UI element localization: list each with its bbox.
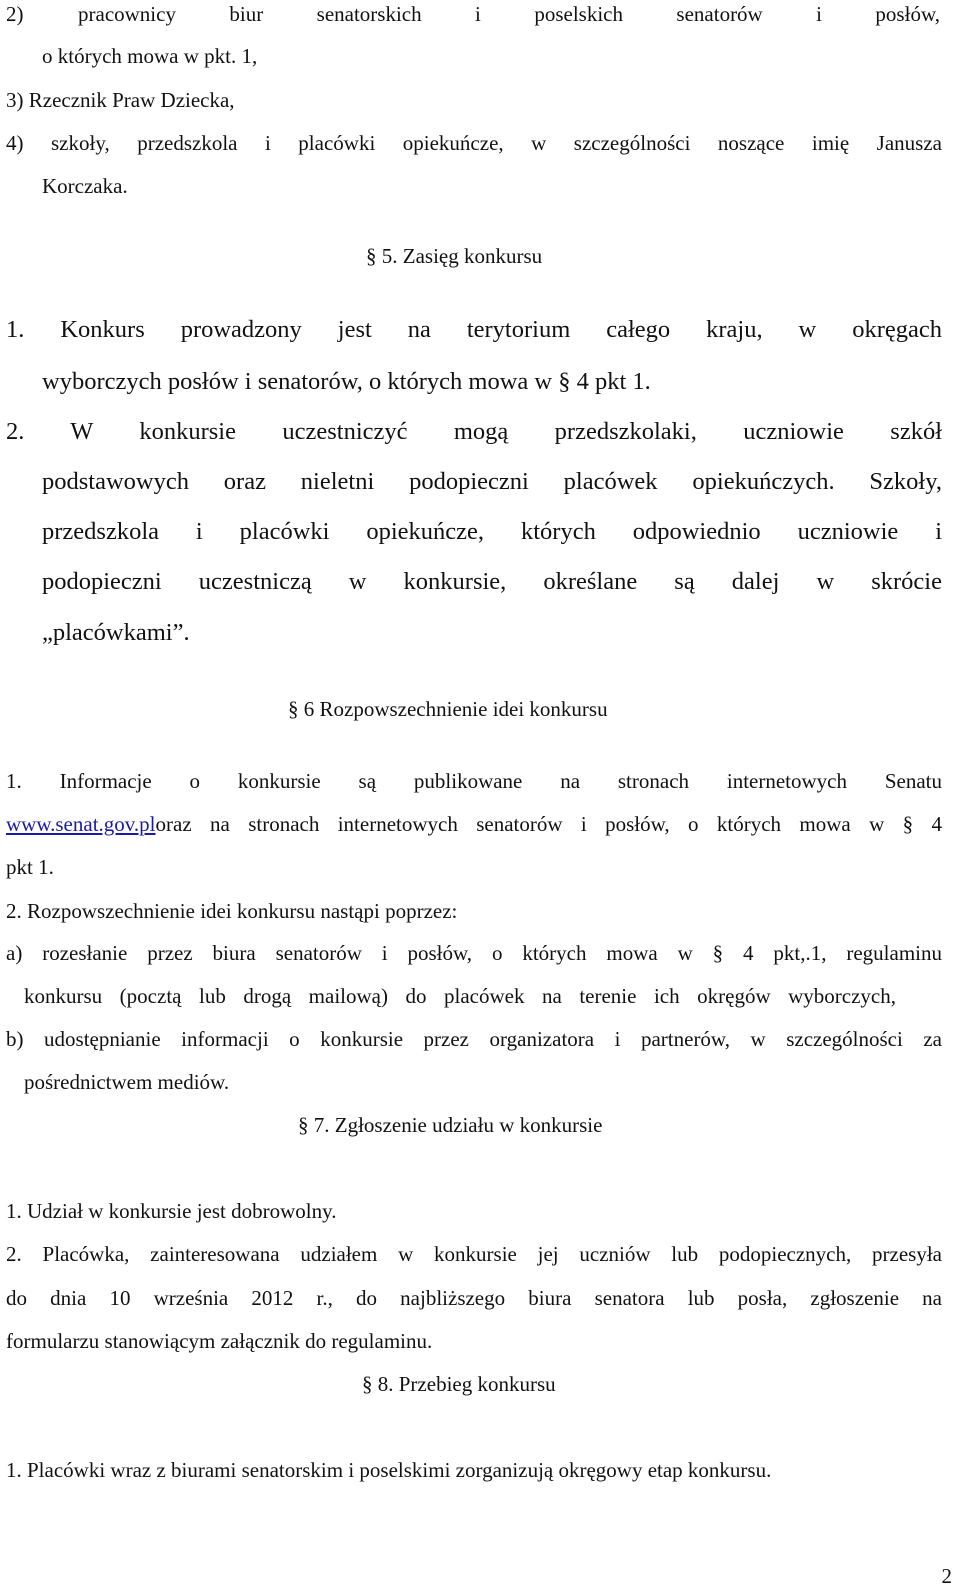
section-6-item-a-line-1: a) rozesłanie przez biura senatorów i posłów, o których mowa w § 4 pkt,.1, regulaminu — [6, 941, 942, 965]
section-6-item-b-line-2: pośrednictwem mediów. — [24, 1070, 230, 1094]
section-7-paragraph-2-line-3: formularzu stanowiącym załącznik do regulaminu. — [6, 1329, 433, 1353]
section-7-heading: § 7. Zgłoszenie udziału w konkursie — [298, 1113, 603, 1137]
list-item-2-line-2: o których mowa w pkt. 1, — [42, 44, 258, 68]
section-5-heading: § 5. Zasięg konkursu — [366, 244, 543, 268]
section-5-paragraph-2-line-2: podstawowych oraz nieletni podopieczni placówek opiekuńczych. Szkoły, — [42, 468, 942, 495]
list-item-2-line-1: pracownicy biur senatorskich i poselskich senatorów i posłów, — [78, 2, 940, 26]
section-6-paragraph-1-line-2 — [6, 810, 942, 838]
section-6-heading: § 6 Rozpowszechnienie idei konkursu — [288, 697, 608, 721]
section-5-paragraph-2-line-5: „placówkami”. — [42, 619, 190, 646]
section-6-paragraph-2: 2. Rozpowszechnienie idei konkursu nastąpi poprzez: — [6, 899, 458, 923]
section-7-paragraph-2-line-1: 2. Placówka, zainteresowana udziałem w konkursie jej uczniów lub podopiecznych, przesyła — [6, 1242, 942, 1266]
section-8-paragraph-1: 1. Placówki wraz z biurami senatorskim i poselskimi zorganizują okręgowy etap konkursu. — [6, 1458, 772, 1482]
list-number-2: 2) — [6, 2, 24, 26]
section-8-heading: § 8. Przebieg konkursu — [362, 1372, 556, 1396]
list-item-4-line-1: 4) szkoły, przedszkola i placówki opiekuńcze, w szczególności noszące imię Janusza — [6, 131, 942, 155]
senat-website-link[interactable]: www.senat.gov.pl — [6, 812, 156, 836]
section-6-item-b-line-1: b) udostępnianie informacji o konkursie przez organizatora i partnerów, w szczególności za — [6, 1027, 942, 1051]
section-6-paragraph-1-line-3: pkt 1. — [6, 855, 54, 879]
section-6-item-a-line-2: konkursu (pocztą lub drogą mailową) do placówek na terenie ich okręgów wyborczych, — [24, 984, 896, 1008]
section-5-paragraph-1-line-1: 1. Konkurs prowadzony jest na terytorium całego kraju, w okręgach — [6, 316, 942, 343]
page-number: 2 — [941, 1564, 952, 1588]
list-item-4-line-2: Korczaka. — [42, 174, 128, 198]
list-item-3: 3) Rzecznik Praw Dziecka, — [6, 88, 235, 112]
section-5-paragraph-2-line-1: 2. W konkursie uczestniczyć mogą przedszkolaki, uczniowie szkół — [6, 418, 942, 445]
section-7-paragraph-1: 1. Udział w konkursie jest dobrowolny. — [6, 1199, 337, 1223]
section-5-paragraph-2-line-3: przedszkola i placówki opiekuńcze, których odpowiednio uczniowie i — [42, 518, 942, 545]
section-6-paragraph-1-line-1: 1. Informacje o konkursie są publikowane na stronach internetowych Senatu — [6, 769, 942, 793]
section-7-paragraph-2-line-2: do dnia 10 września 2012 r., do najbliższego biura senatora lub posła, zgłoszenie na — [6, 1286, 942, 1310]
section-6-paragraph-1-line-2-text: oraz na stronach internetowych senatorów i posłów, o których mowa w § 4 — [155, 812, 942, 836]
section-5-paragraph-1-line-2: wyborczych posłów i senatorów, o których mowa w § 4 pkt 1. — [42, 368, 651, 395]
section-5-paragraph-2-line-4: podopieczni uczestniczą w konkursie, określane są dalej w skrócie — [42, 568, 942, 595]
